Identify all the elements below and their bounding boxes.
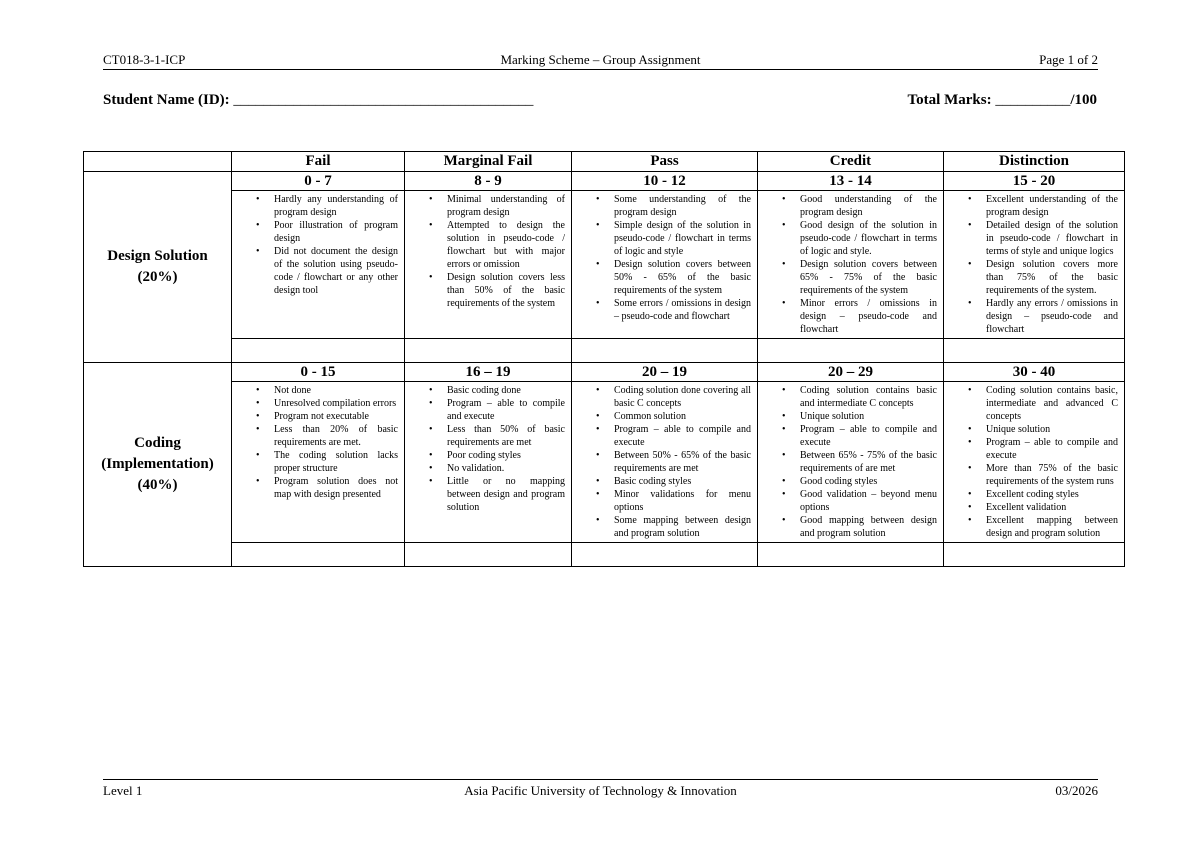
descriptor-item: • Minor errors / omissions in design – pseudo-code and flowchart	[762, 297, 937, 336]
descriptor-cell	[405, 191, 572, 339]
descriptor-cell	[572, 382, 758, 543]
descriptor-item: • Minimal understanding of program design	[409, 193, 565, 219]
descriptor-item: • Program – able to compile and execute	[948, 436, 1118, 462]
descriptor-item: • Between 65% - 75% of the basic requirements of are met	[762, 449, 937, 475]
criterion-name-line: (Implementation)	[101, 456, 214, 472]
descriptor-item: • No validation.	[409, 462, 565, 475]
range-cell: 15 - 20	[944, 172, 1125, 191]
descriptor-item: • Coding solution contains basic and intermediate C concepts	[762, 384, 937, 410]
marks-entry-cell	[758, 339, 944, 363]
descriptor-item: • Between 50% - 65% of the basic requirements are met	[576, 449, 751, 475]
descriptor-item: • Good mapping between design and program solution	[762, 514, 937, 540]
range-row	[84, 172, 1125, 191]
descriptor-item: • Some errors / omissions in design – pseudo-code and flowchart	[576, 297, 751, 323]
descriptor-item: • Some mapping between design and program solution	[576, 514, 751, 540]
criterion-weight: (20%)	[137, 269, 178, 285]
descriptor-item: • Less than 50% of basic requirements are met	[409, 423, 565, 449]
course-code: CT018-3-1-ICP	[103, 52, 186, 67]
rubric-table	[83, 151, 1125, 567]
descriptor-item: • Excellent mapping between design and program solution	[948, 514, 1118, 540]
marks-entry-cell	[572, 543, 758, 567]
descriptor-item: • More than 75% of the basic requirements of the system runs	[948, 462, 1118, 488]
descriptor-item: • Little or no mapping between design and program solution	[409, 475, 565, 514]
descriptor-item: • Detailed design of the solution in pseudo-code / flowchart in terms of style and unique logics	[948, 219, 1118, 258]
descriptor-item: • Design solution covers less than 50% of the basic requirements of the system	[409, 271, 565, 310]
descriptor-item: • Good coding styles	[762, 475, 937, 488]
page-footer	[103, 779, 1098, 798]
document-title: Marking Scheme – Group Assignment	[500, 52, 701, 67]
total-marks-blank: __________	[995, 92, 1071, 108]
descriptor-row	[84, 191, 1125, 339]
descriptor-item: • Did not document the design of the solution using pseudo-code / flowchart or any other design tool	[236, 245, 398, 297]
marks-entry-cell	[405, 543, 572, 567]
range-cell: 0 - 15	[232, 363, 405, 382]
range-cell: 16 – 19	[405, 363, 572, 382]
marks-entry-cell	[758, 543, 944, 567]
descriptor-item: • Design solution covers more than 75% of the basic requirements of the system.	[948, 258, 1118, 297]
descriptor-cell	[405, 382, 572, 543]
descriptor-item: • Excellent validation	[948, 501, 1118, 514]
descriptor-item: • Good design of the solution in pseudo-code / flowchart in terms of logic and style.	[762, 219, 937, 258]
footer-date: 03/2026	[1055, 783, 1098, 798]
range-cell: 30 - 40	[944, 363, 1125, 382]
marks-entry-row	[84, 543, 1125, 567]
marks-entry-row	[84, 339, 1125, 363]
descriptor-item: • Program – able to compile and execute	[762, 423, 937, 449]
descriptor-item: • Hardly any errors / omissions in design – pseudo-code and flowchart	[948, 297, 1118, 336]
student-name-label: Student Name (ID):	[103, 92, 230, 108]
descriptor-item: • Attempted to design the solution in pseudo-code / flowchart but with major errors or omission	[409, 219, 565, 271]
descriptor-item: • Excellent understanding of the program design	[948, 193, 1118, 219]
descriptor-item: • Excellent coding styles	[948, 488, 1118, 501]
criterion-design-solution	[84, 172, 232, 363]
descriptor-item: • Design solution covers between 50% - 65% of the basic requirements of the system	[576, 258, 751, 297]
descriptor-cell	[758, 191, 944, 339]
descriptor-item: • Some understanding of the program design	[576, 193, 751, 219]
descriptor-cell	[944, 382, 1125, 543]
corner-cell	[84, 152, 232, 172]
descriptor-item: • Hardly any understanding of program design	[236, 193, 398, 219]
descriptor-item: • Less than 20% of basic requirements are met.	[236, 423, 398, 449]
descriptor-item: • The coding solution lacks proper structure	[236, 449, 398, 475]
rubric-header-row	[84, 152, 1125, 172]
descriptor-item: • Basic coding done	[409, 384, 565, 397]
marks-entry-cell	[232, 543, 405, 567]
range-cell: 20 – 29	[758, 363, 944, 382]
descriptor-cell	[232, 382, 405, 543]
descriptor-item: • Coding solution contains basic, intermediate and advanced C concepts	[948, 384, 1118, 423]
descriptor-item: • Program solution does not map with design presented	[236, 475, 398, 501]
total-marks-suffix: /100	[1070, 92, 1097, 108]
range-row	[84, 363, 1125, 382]
criterion-name-line: Coding	[134, 435, 181, 451]
descriptor-item: • Unresolved compilation errors	[236, 397, 398, 410]
descriptor-item: • Simple design of the solution in pseudo-code / flowchart in terms of logic and style	[576, 219, 751, 258]
descriptor-item: • Common solution	[576, 410, 751, 423]
column-header-fail: Fail	[232, 152, 405, 172]
criterion-name-line: Design Solution	[107, 248, 208, 264]
range-cell: 8 - 9	[405, 172, 572, 191]
descriptor-item: • Basic coding styles	[576, 475, 751, 488]
total-marks-label: Total Marks:	[907, 92, 992, 108]
descriptor-item: • Unique solution	[948, 423, 1118, 436]
footer-institution: Asia Pacific University of Technology & Innovation	[464, 783, 737, 798]
range-cell: 0 - 7	[232, 172, 405, 191]
column-header-credit: Credit	[758, 152, 944, 172]
column-header-distinction: Distinction	[944, 152, 1125, 172]
column-header-marginal-fail: Marginal Fail	[405, 152, 572, 172]
descriptor-item: • Poor coding styles	[409, 449, 565, 462]
descriptor-cell	[232, 191, 405, 339]
descriptor-item: • Program – able to compile and execute	[576, 423, 751, 449]
student-name-blank: ________________________________________	[233, 92, 534, 108]
marks-entry-cell	[572, 339, 758, 363]
total-marks-field	[908, 92, 1097, 109]
descriptor-item: • Good validation – beyond menu options	[762, 488, 937, 514]
descriptor-row	[84, 382, 1125, 543]
marks-entry-cell	[232, 339, 405, 363]
descriptor-item: • Program – able to compile and execute	[409, 397, 565, 423]
descriptor-item: • Design solution covers between 65% - 75% of the basic requirements of the system	[762, 258, 937, 297]
range-cell: 13 - 14	[758, 172, 944, 191]
descriptor-item: • Good understanding of the program design	[762, 193, 937, 219]
page-number: Page 1 of 2	[1039, 52, 1098, 67]
marks-entry-cell	[944, 339, 1125, 363]
column-header-pass: Pass	[572, 152, 758, 172]
descriptor-item: • Poor illustration of program design	[236, 219, 398, 245]
descriptor-item: • Program not executable	[236, 410, 398, 423]
range-cell: 20 – 19	[572, 363, 758, 382]
footer-level: Level 1	[103, 783, 143, 798]
range-cell: 10 - 12	[572, 172, 758, 191]
descriptor-item: • Coding solution done covering all basic C concepts	[576, 384, 751, 410]
criterion-coding	[84, 363, 232, 567]
descriptor-cell	[758, 382, 944, 543]
descriptor-cell	[572, 191, 758, 339]
student-name-field	[103, 92, 533, 109]
descriptor-cell	[944, 191, 1125, 339]
marks-entry-cell	[944, 543, 1125, 567]
page-header	[103, 52, 1098, 70]
criterion-weight: (40%)	[137, 477, 178, 493]
descriptor-item: • Minor validations for menu options	[576, 488, 751, 514]
descriptor-item: • Unique solution	[762, 410, 937, 423]
descriptor-item: • Not done	[236, 384, 398, 397]
marks-entry-cell	[405, 339, 572, 363]
